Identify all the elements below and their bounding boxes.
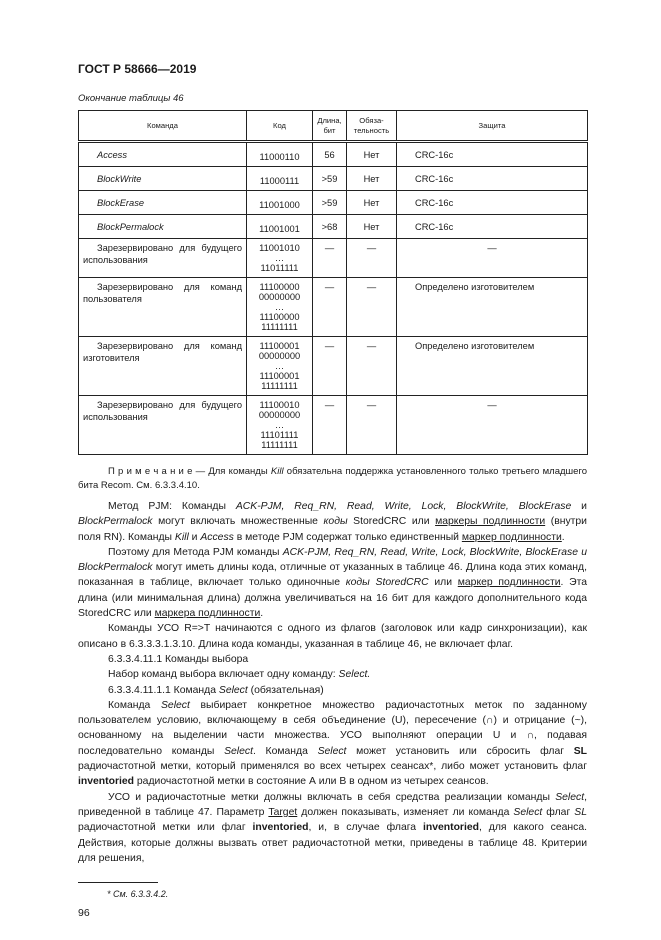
- text-run: Select: [317, 745, 347, 757]
- mandatory-cell: Нет: [347, 167, 397, 191]
- text-run: StoredCRC или: [347, 516, 436, 528]
- code-line: 00000000: [258, 410, 301, 420]
- text-run: должен показывать, изменяет ли команда: [297, 806, 514, 818]
- mandatory-cell: —: [347, 278, 397, 337]
- command-cell: Access: [79, 142, 247, 167]
- code-line: 11100000: [259, 312, 300, 322]
- paragraph: [78, 621, 587, 652]
- column-header-mandatory: Обяза-тельность: [347, 111, 397, 142]
- text-run: Select: [513, 806, 543, 818]
- code-line: 11111111: [261, 322, 298, 332]
- text-run: выбирает конкретное множество радиочастотных меток по заданному пользователем условию, включающему в себя объединение (U), пересечение (∩) и отрицание (~), основанному на выделении части множества. УСО выполняют операции U и ∩, подавая последовательно команды: [78, 699, 587, 757]
- protection-cell: —: [397, 239, 588, 278]
- code-line: 11101111: [260, 430, 299, 440]
- code-line: 11000111: [259, 176, 300, 186]
- length-cell: —: [313, 239, 347, 278]
- mandatory-cell: —: [347, 337, 397, 396]
- mandatory-cell: Нет: [347, 215, 397, 239]
- code-line: 11100001: [259, 371, 300, 381]
- command-cell: Зарезервировано для команд изготовителя: [79, 337, 247, 396]
- document-title: ГОСТ Р 58666—2019: [78, 62, 197, 76]
- text-run: 6.3.3.4.11.1.1 Команда: [108, 684, 219, 696]
- code-line: …: [274, 302, 285, 312]
- table-row: [79, 167, 588, 191]
- text-run: обязательна поддержка установленного только третьего младшего бита Recom. См. 6.3.3.4.10.: [78, 466, 587, 491]
- text-run: ACK-PJM, Req_RN, Read, Write, Lock, BlockWrite, BlockErase: [282, 546, 578, 558]
- text-run: Команды УСО R=>T начинаются с одного из флагов (заголовок или кадр синхронизации), как описано в 6.3.3.3.1.3.10. Длина кода команды, указанная в таблице 46, не включает флаг.: [78, 623, 587, 650]
- text-run: Kill: [174, 531, 189, 543]
- text-run: Набор команд выбора включает одну команду:: [108, 669, 339, 681]
- text-run: Select: [555, 791, 585, 803]
- text-run: , для какого сеанса. Действия, которые должны вызвать ответ радиочастотной метки, приведены в таблице 48. Критерии для решения,: [78, 822, 587, 864]
- commands-table: [78, 110, 588, 455]
- code-line: 11111111: [261, 440, 298, 450]
- code-cell: [247, 278, 313, 337]
- text-run: Kill: [270, 466, 284, 477]
- command-cell: Зарезервировано для будущего использования: [79, 239, 247, 278]
- text-run: маркер подлинности: [457, 577, 561, 589]
- protection-cell: Определено изготовителем: [397, 278, 588, 337]
- body-text: [78, 465, 587, 866]
- text-run: маркера подлинности: [154, 608, 261, 620]
- protection-cell: CRC-16c: [397, 191, 588, 215]
- text-run: и: [571, 501, 587, 512]
- text-run: радиочастотной метки, который применялся во всех четырех сеансах*, либо может установить флаг: [78, 761, 587, 773]
- mandatory-cell: —: [347, 396, 397, 455]
- length-cell: —: [313, 278, 347, 337]
- text-run: П р и м е ч а н и е — Для команды: [108, 466, 271, 477]
- text-run: inventoried: [78, 776, 135, 788]
- text-run: в методе PJM содержат только единственный: [233, 531, 462, 543]
- text-run: коды StoredCRC: [345, 577, 429, 589]
- paragraph: [78, 698, 587, 790]
- table-row: [79, 337, 588, 396]
- paragraph: [78, 499, 587, 545]
- text-run: может установить или сбросить флаг: [346, 745, 574, 757]
- text-run: . Команда: [252, 745, 318, 757]
- code-line: 11100010: [259, 400, 300, 410]
- mandatory-cell: Нет: [347, 191, 397, 215]
- footnote-divider: [78, 882, 158, 883]
- command-cell: Зарезервировано для команд пользователя: [79, 278, 247, 337]
- command-cell: Зарезервировано для будущего использования: [79, 396, 247, 455]
- code-line: …: [274, 253, 285, 263]
- length-cell: >59: [313, 167, 347, 191]
- command-cell: BlockPermalock: [79, 215, 247, 239]
- text-run: Команда: [108, 699, 161, 711]
- text-run: (внутри поля RN). Команды: [78, 516, 587, 543]
- text-run: BlockPermalock: [78, 516, 153, 528]
- text-run: радиочастотной метки или флаг: [78, 822, 253, 834]
- table-row: [79, 278, 588, 337]
- text-run: и BlockPermalock: [78, 546, 587, 574]
- code-line: …: [274, 361, 285, 371]
- code-line: 11100000: [259, 282, 300, 292]
- paragraph: [78, 790, 587, 866]
- table-header-row: [79, 111, 588, 142]
- table-row: [79, 239, 588, 278]
- column-header-code: Код: [247, 111, 313, 142]
- code-cell: [247, 167, 313, 191]
- text-run: (обязательная): [247, 684, 324, 696]
- code-cell: [247, 215, 313, 239]
- mandatory-cell: Нет: [347, 142, 397, 167]
- table-row: [79, 215, 588, 239]
- length-cell: >59: [313, 191, 347, 215]
- page: [78, 0, 588, 940]
- text-run: и: [188, 531, 201, 543]
- text-run: маркер подлинности: [461, 531, 562, 543]
- length-cell: 56: [313, 142, 347, 167]
- text-run: . Эта длина (или минимальная длина) должна увеличиваться на 16 бит для каждого дополнительного кода StoredCRC или: [78, 577, 588, 620]
- text-run: SL: [574, 806, 587, 818]
- text-run: .: [561, 531, 565, 543]
- length-cell: —: [313, 396, 347, 455]
- code-line: 11001000: [259, 200, 300, 210]
- code-line: 00000000: [258, 351, 301, 361]
- text-run: Select: [218, 684, 248, 696]
- paragraph: [78, 652, 587, 667]
- column-header-command: Команда: [79, 111, 247, 142]
- code-cell: [247, 191, 313, 215]
- text-run: радиочастотной метки в состояние А или В в одном из четырех сеансов.: [134, 776, 489, 788]
- paragraph: [78, 667, 587, 682]
- table-caption: Окончание таблицы 46: [78, 93, 184, 104]
- code-cell: [247, 396, 313, 455]
- mandatory-cell: —: [347, 239, 397, 278]
- code-line: 00000000: [258, 292, 301, 302]
- protection-cell: CRC-16c: [397, 167, 588, 191]
- text-run: флаг: [542, 806, 575, 818]
- code-line: 11011111: [260, 263, 299, 273]
- table-note: [78, 465, 587, 493]
- page-number: 96: [78, 907, 90, 920]
- command-cell: BlockWrite: [79, 167, 247, 191]
- protection-cell: CRC-16c: [397, 215, 588, 239]
- table-row: [79, 396, 588, 455]
- text-run: Select: [160, 699, 190, 711]
- text-run: , и, в случае флага: [308, 822, 423, 834]
- code-cell: [247, 239, 313, 278]
- command-cell: BlockErase: [79, 191, 247, 215]
- footnote: * См. 6.3.3.4.2.: [107, 889, 169, 900]
- text-run: Access: [200, 531, 234, 543]
- text-run: Метод PJM: Команды: [108, 501, 236, 512]
- text-run: inventoried: [252, 822, 309, 834]
- code-cell: [247, 337, 313, 396]
- text-run: , приведенной в таблице 47. Параметр: [78, 791, 587, 818]
- text-run: ACK-PJM, Req_RN, Read, Write, Lock, BlockWrite, BlockErase: [235, 501, 572, 512]
- code-line: 11100001: [259, 341, 300, 351]
- text-run: коды: [323, 516, 348, 528]
- protection-cell: CRC-16c: [397, 142, 588, 167]
- protection-cell: —: [397, 396, 588, 455]
- text-run: маркеры подлинности: [435, 516, 546, 528]
- text-run: Поэтому для Метода PJM команды: [108, 546, 283, 558]
- text-run: или: [428, 577, 458, 589]
- text-run: .: [260, 608, 264, 620]
- column-header-protection: Защита: [397, 111, 588, 142]
- table-row: [79, 191, 588, 215]
- code-cell: [247, 142, 313, 167]
- paragraph: [78, 545, 587, 621]
- protection-cell: Определено изготовителем: [397, 337, 588, 396]
- code-line: …: [274, 420, 285, 430]
- length-cell: >68: [313, 215, 347, 239]
- text-run: УСО и радиочастотные метки должны включать в себя средства реализации команды: [108, 791, 556, 803]
- text-run: SL: [573, 745, 587, 757]
- text-run: могут включать множественные: [152, 516, 324, 528]
- code-line: 11111111: [261, 381, 298, 391]
- text-run: Target: [268, 806, 298, 818]
- paragraph: [78, 683, 587, 698]
- code-line: 11001010: [259, 243, 300, 253]
- text-run: 6.3.3.4.11.1 Команды выбора: [108, 653, 249, 665]
- length-cell: —: [313, 337, 347, 396]
- text-run: Select: [224, 745, 253, 757]
- code-line: 11000110: [259, 152, 300, 162]
- text-run: inventoried: [422, 822, 479, 834]
- code-line: 11001001: [259, 224, 300, 234]
- table-row: [79, 142, 588, 167]
- text-run: Select.: [338, 669, 371, 681]
- text-run: могут иметь длины кода, отличные от указанных в таблице 46. Длина кода этих команд, показанная в таблице, включает только одиночные: [78, 562, 587, 589]
- column-header-length: Длина, бит: [313, 111, 347, 142]
